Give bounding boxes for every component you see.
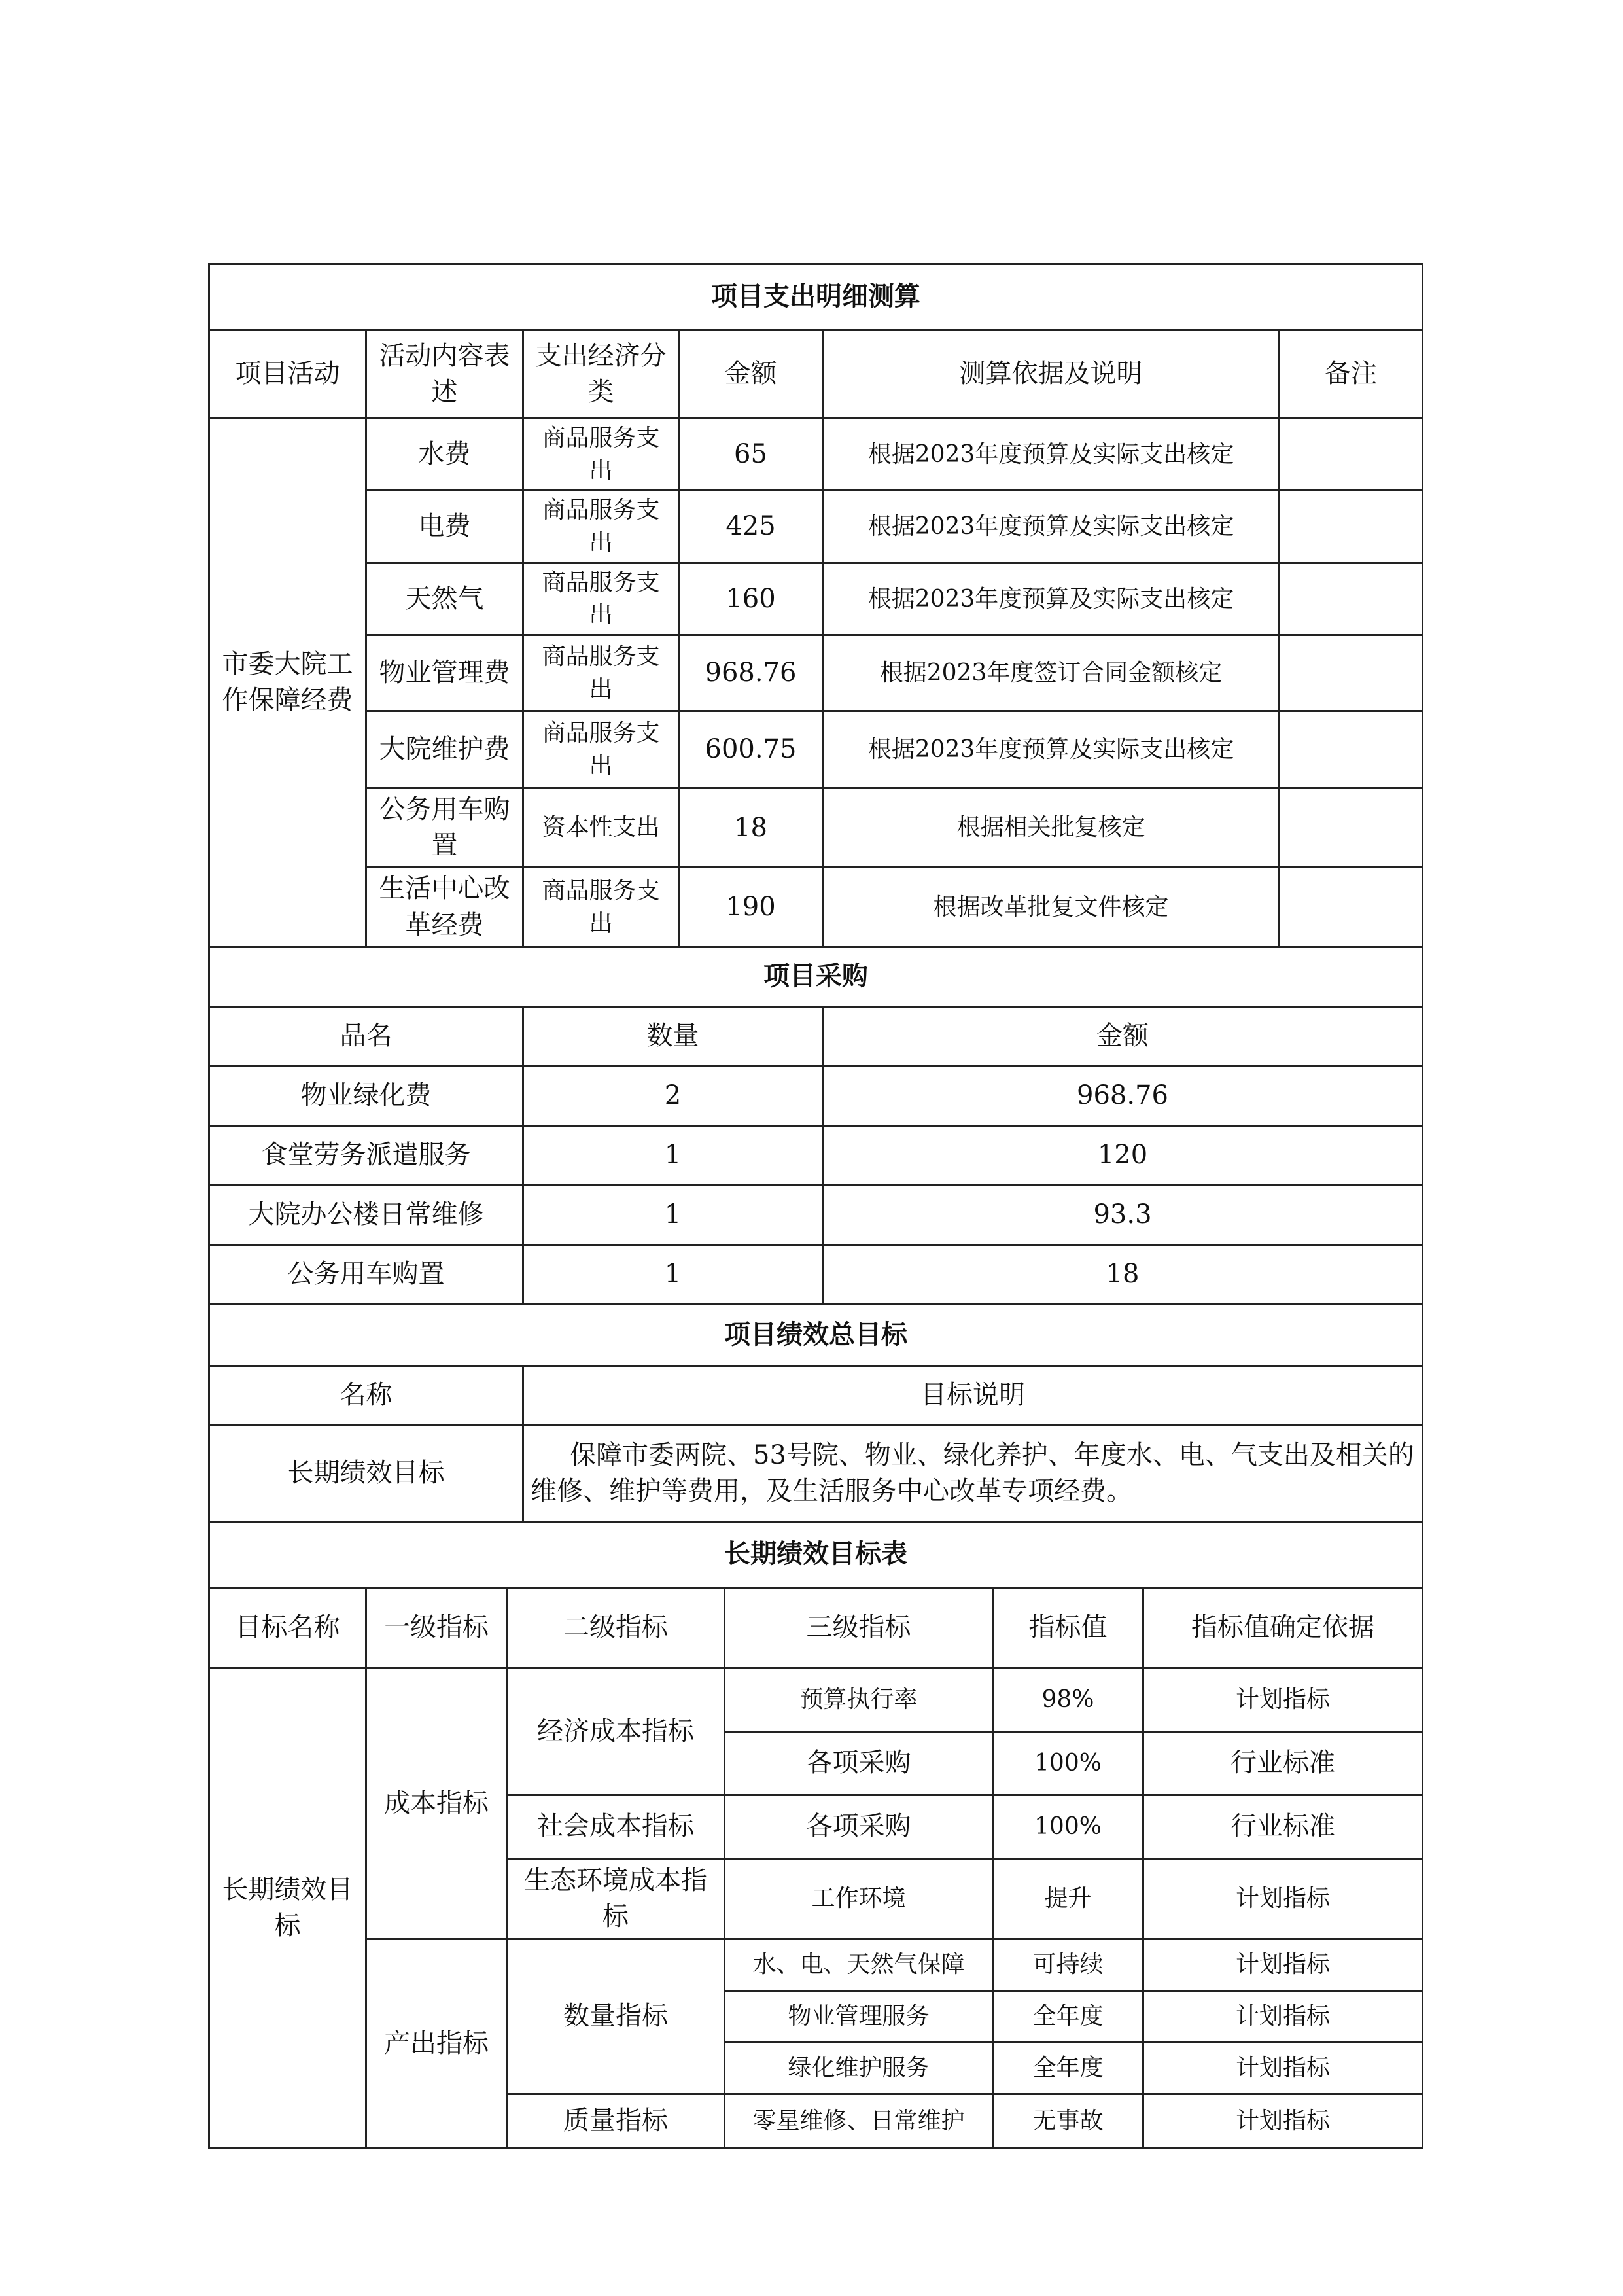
- item-name-cell: 物业绿化费: [209, 1066, 523, 1125]
- basis-cell: 计划指标: [1143, 2094, 1423, 2148]
- level2-cell: 经济成本指标: [507, 1668, 725, 1795]
- level2-cell: 质量指标: [507, 2094, 725, 2148]
- basis-cell: 计划指标: [1143, 1939, 1423, 1990]
- basis-cell: 计划指标: [1143, 1668, 1423, 1731]
- level3-cell: 预算执行率: [725, 1668, 993, 1731]
- header-level3: 三级指标: [725, 1587, 993, 1668]
- note-cell: [1280, 868, 1423, 947]
- content-cell: 水费: [366, 419, 523, 491]
- goal-name: 长期绩效目标: [209, 1668, 366, 2148]
- header-activity: 项目活动: [209, 330, 366, 419]
- header-item-name: 品名: [209, 1006, 523, 1066]
- level1-cost: 成本指标: [366, 1668, 507, 1939]
- item-name-cell: 公务用车购置: [209, 1245, 523, 1304]
- document-page: [208, 263, 1422, 2149]
- category-cell: 商品服务支出: [523, 563, 679, 635]
- amount-cell: 18: [823, 1245, 1423, 1304]
- item-name-cell: 食堂劳务派遣服务: [209, 1125, 523, 1185]
- header-level1: 一级指标: [366, 1587, 507, 1668]
- level2-cell: 数量指标: [507, 1939, 725, 2094]
- content-cell: 电费: [366, 491, 523, 563]
- level3-cell: 各项采购: [725, 1795, 993, 1858]
- basis-cell: 根据2023年度预算及实际支出核定: [823, 491, 1280, 563]
- level1-output: 产出指标: [366, 1939, 507, 2148]
- header-basis: 指标值确定依据: [1143, 1587, 1423, 1668]
- content-cell: 天然气: [366, 563, 523, 635]
- value-cell: 100%: [993, 1731, 1143, 1795]
- header-category: 支出经济分类: [523, 330, 679, 419]
- header-basis: 测算依据及说明: [823, 330, 1280, 419]
- content-cell: 大院维护费: [366, 711, 523, 788]
- header-goal-name: 目标名称: [209, 1587, 366, 1668]
- header-level2: 二级指标: [507, 1587, 725, 1668]
- amount-cell: 93.3: [823, 1185, 1423, 1245]
- level2-cell: 生态环境成本指标: [507, 1858, 725, 1939]
- value-cell: 可持续: [993, 1939, 1143, 1990]
- basis-cell: 计划指标: [1143, 1858, 1423, 1939]
- level3-cell: 物业管理服务: [725, 1990, 993, 2042]
- amount-cell: 968.76: [679, 635, 823, 711]
- value-cell: 100%: [993, 1795, 1143, 1858]
- category-cell: 商品服务支出: [523, 491, 679, 563]
- amount-cell: 18: [679, 788, 823, 868]
- amount-cell: 968.76: [823, 1066, 1423, 1125]
- note-cell: [1280, 788, 1423, 868]
- basis-cell: 根据2023年度预算及实际支出核定: [823, 711, 1280, 788]
- note-cell: [1280, 419, 1423, 491]
- header-value: 指标值: [993, 1587, 1143, 1668]
- expense-title: 项目支出明细测算: [209, 264, 1423, 330]
- category-cell: 商品服务支出: [523, 635, 679, 711]
- basis-cell: 根据相关批复核定: [823, 788, 1280, 868]
- amount-cell: 425: [679, 491, 823, 563]
- item-name-cell: 大院办公楼日常维修: [209, 1185, 523, 1245]
- value-cell: 无事故: [993, 2094, 1143, 2148]
- value-cell: 98%: [993, 1668, 1143, 1731]
- procurement-title: 项目采购: [209, 947, 1423, 1006]
- basis-cell: 计划指标: [1143, 2042, 1423, 2094]
- header-content: 活动内容表述: [366, 330, 523, 419]
- basis-cell: 计划指标: [1143, 1990, 1423, 2042]
- basis-cell: 根据2023年度签订合同金额核定: [823, 635, 1280, 711]
- activity-name: 市委大院工作保障经费: [209, 419, 366, 947]
- amount-cell: 65: [679, 419, 823, 491]
- header-description: 目标说明: [523, 1366, 1423, 1425]
- quantity-cell: 1: [523, 1245, 823, 1304]
- level3-cell: 各项采购: [725, 1731, 993, 1795]
- basis-cell: 根据改革批复文件核定: [823, 868, 1280, 947]
- longterm-goal-table: [208, 1521, 1423, 2149]
- expense-table: [208, 263, 1423, 948]
- category-cell: 资本性支出: [523, 788, 679, 868]
- value-cell: 全年度: [993, 2042, 1143, 2094]
- header-amount: 金额: [823, 1006, 1423, 1066]
- amount-cell: 120: [823, 1125, 1423, 1185]
- level2-cell: 社会成本指标: [507, 1795, 725, 1858]
- header-quantity: 数量: [523, 1006, 823, 1066]
- header-name: 名称: [209, 1366, 523, 1425]
- level3-cell: 零星维修、日常维护: [725, 2094, 993, 2148]
- category-cell: 商品服务支出: [523, 419, 679, 491]
- goal-name: 长期绩效目标: [209, 1425, 523, 1521]
- goal-description: 保障市委两院、53号院、物业、绿化养护、年度水、电、气支出及相关的维修、维护等费用，及生活服务中心改革专项经费。: [531, 1439, 1414, 1506]
- quantity-cell: 1: [523, 1185, 823, 1245]
- overall-goal-table: [208, 1303, 1423, 1523]
- basis-cell: 行业标准: [1143, 1795, 1423, 1858]
- amount-cell: 190: [679, 868, 823, 947]
- overall-goal-title: 项目绩效总目标: [209, 1304, 1423, 1366]
- value-cell: 提升: [993, 1858, 1143, 1939]
- level3-cell: 水、电、天然气保障: [725, 1939, 993, 1990]
- goal-description-cell: [523, 1425, 1423, 1521]
- category-cell: 商品服务支出: [523, 868, 679, 947]
- content-cell: 物业管理费: [366, 635, 523, 711]
- amount-cell: 160: [679, 563, 823, 635]
- content-cell: 生活中心改革经费: [366, 868, 523, 947]
- quantity-cell: 2: [523, 1066, 823, 1125]
- content-cell: 公务用车购置: [366, 788, 523, 868]
- quantity-cell: 1: [523, 1125, 823, 1185]
- basis-cell: 行业标准: [1143, 1731, 1423, 1795]
- level3-cell: 工作环境: [725, 1858, 993, 1939]
- note-cell: [1280, 563, 1423, 635]
- basis-cell: 根据2023年度预算及实际支出核定: [823, 563, 1280, 635]
- category-cell: 商品服务支出: [523, 711, 679, 788]
- value-cell: 全年度: [993, 1990, 1143, 2042]
- note-cell: [1280, 491, 1423, 563]
- basis-cell: 根据2023年度预算及实际支出核定: [823, 419, 1280, 491]
- header-note: 备注: [1280, 330, 1423, 419]
- level3-cell: 绿化维护服务: [725, 2042, 993, 2094]
- longterm-title: 长期绩效目标表: [209, 1521, 1423, 1587]
- header-amount: 金额: [679, 330, 823, 419]
- procurement-table: [208, 946, 1423, 1305]
- amount-cell: 600.75: [679, 711, 823, 788]
- note-cell: [1280, 635, 1423, 711]
- note-cell: [1280, 711, 1423, 788]
